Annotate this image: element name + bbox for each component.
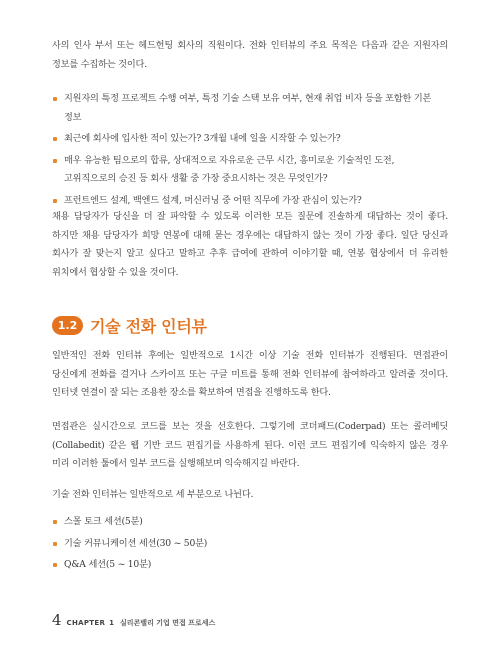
- chapter-title: 실리콘밸리 기업 면접 프로세스: [120, 619, 216, 627]
- list-item: 프런트엔드 설계, 백엔드 설계, 머신러닝 중 어떤 직무에 가장 관심이 있는가?: [52, 192, 448, 211]
- tech-block-1: [52, 347, 448, 403]
- list-item: 최근에 회사에 입사한 적이 있는가? 3개월 내에 일을 시작할 수 있는가?: [52, 130, 448, 149]
- chapter-number: 1: [109, 619, 115, 627]
- bullet-icon: [53, 520, 57, 524]
- parts-paragraph: 기술 전화 인터뷰는 일반적으로 세 부분으로 나뉜다.: [52, 489, 254, 500]
- section-number-badge: 1.2: [52, 316, 83, 335]
- bullet-list-info: [52, 90, 448, 214]
- bullet-list-sessions: [52, 513, 448, 578]
- bullet-icon: [53, 199, 57, 203]
- list-item: 스몰 토크 세션(5분): [52, 513, 448, 532]
- section-heading: [52, 313, 207, 337]
- bullet-icon: [53, 137, 57, 141]
- section-title: 기술 전화 인터뷰: [90, 316, 207, 336]
- list-item: Q&A 세션(5 ~ 10분): [52, 556, 448, 575]
- list-item: 기술 커뮤니케이션 세션(30 ~ 50분): [52, 535, 448, 554]
- intro-paragraph: 사의 인사 부서 또는 헤드헌팅 회사의 직원이다. 전화 인터뷰의 주요 목적은 다음과 같은 지원자의 정보를 수집하는 것이다.: [52, 40, 448, 70]
- list-item: 지원자의 특정 프로젝트 수행 여부, 특정 기술 스택 보유 여부, 현재 취업 비자 등을 포함한 기본 정보: [52, 90, 448, 127]
- intro-block: [52, 37, 448, 74]
- tech-block-2: [52, 418, 448, 474]
- bullet-icon: [53, 97, 57, 101]
- recruiter-paragraph: 채용 담당자가 당신을 더 잘 파악할 수 있도록 이러한 모든 질문에 진솔하게 대답하는 것이 좋다. 하지만 채용 담당자가 희망 연봉에 대해 묻는 경우에는 대답하지 않는 것이 가장 좋다. 일단 당신과 회사가 잘 맞는지 알고 싶다고 말하고 추후 급여에 관하여 이야기할 때, 연봉 협상에서 더 유리한 위치에서 협상할 수 있을 것이다.: [52, 211, 448, 278]
- bullet-icon: [53, 542, 57, 546]
- page-footer: [52, 611, 215, 629]
- list-item: 매우 유능한 팀으로의 합류, 상대적으로 자유로운 근무 시간, 흥미로운 기술적인 도전, 고위직으로의 승진 등 회사 생활 중 가장 중요시하는 것은 무엇인가?: [52, 152, 448, 189]
- bullet-icon: [53, 563, 57, 567]
- tech-paragraph-2: 면접관은 실시간으로 코드를 보는 것을 선호한다. 그렇기에 코더패드(Coderpad) 또는 콜러베딧(Collabedit) 같은 웹 기반 코드 편집기를 사용하게 된다. 이런 코드 편집기에 익숙하지 않은 경우 미리 이러한 툴에서 일부 코드를 실행해보며 익숙해지길 바란다.: [52, 421, 448, 470]
- bullet-icon: [53, 159, 57, 163]
- tech-paragraph-1: 일반적인 전화 인터뷰 후에는 일반적으로 1시간 이상 기술 전화 인터뷰가 진행된다. 면접관이 당신에게 전화를 걸거나 스카이프 또는 구글 미트를 통해 전화 인터뷰에 참여하라고 알려줄 것이다. 인터넷 연결이 잘 되는 조용한 장소를 확보하여 면접을 진행하도록 한다.: [52, 350, 448, 399]
- chapter-label: CHAPTER: [66, 619, 106, 627]
- recruiter-block: [52, 208, 448, 282]
- page-number: 4: [52, 611, 62, 629]
- parts-block: [52, 486, 448, 505]
